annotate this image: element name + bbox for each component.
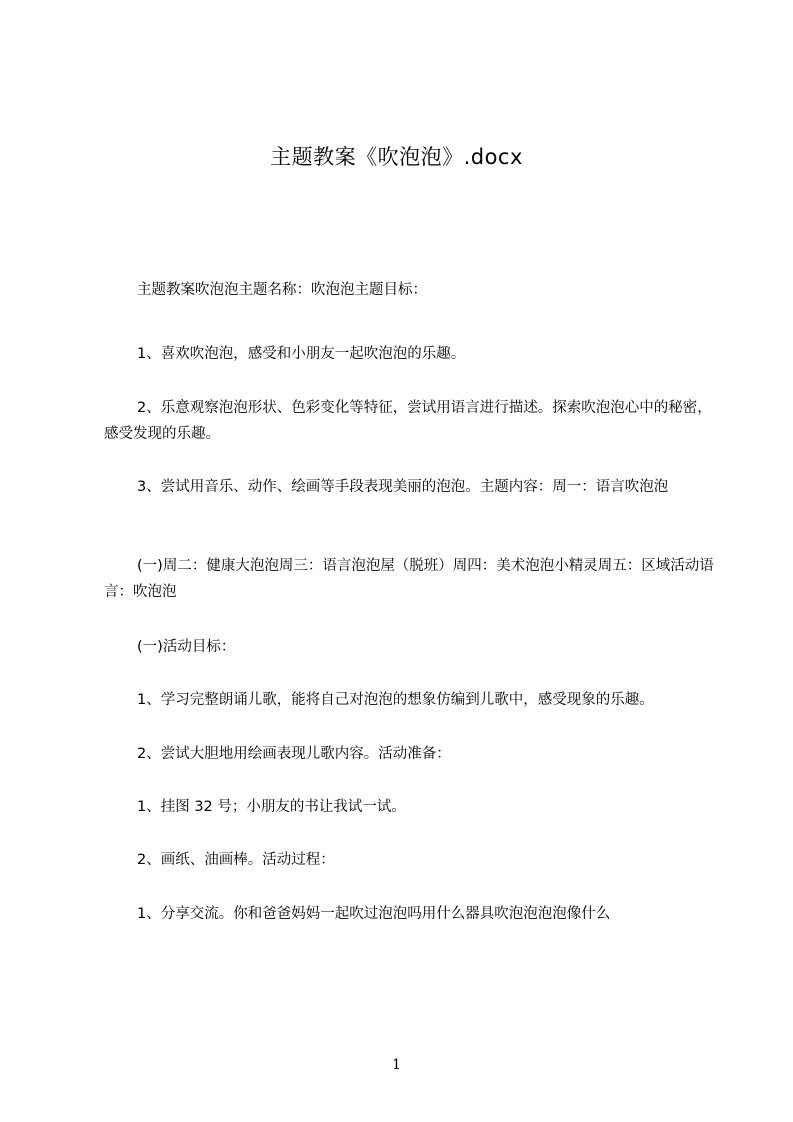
paragraph-activity-goal-2: 2、尝试大胆地用绘画表现儿歌内容。活动准备： — [137, 746, 451, 762]
paragraph-activity-goal-1: 1、学习完整朗诵儿歌，能将自己对泡泡的想象仿编到儿歌中，感受现象的乐趣。 — [137, 692, 654, 708]
paragraph-goal-3: 3、尝试用音乐、动作、绘画等手段表现美丽的泡泡。主题内容：周一：语言吹泡泡 — [137, 479, 669, 495]
paragraph-process-1: 1、分享交流。你和爸爸妈妈一起吹过泡泡吗用什么器具吹泡泡泡泡像什么 — [137, 906, 611, 922]
paragraph-goal-2: 2、乐意观察泡泡形状、色彩变化等特征，尝试用语言进行描述。探索吹泡泡心中的秘密，感受发现的乐趣。 — [104, 400, 712, 442]
paragraph-preparation-2: 2、画纸、油画棒。活动过程： — [137, 852, 335, 868]
paragraph-goal-1: 1、喜欢吹泡泡，感受和小朋友一起吹泡泡的乐趣。 — [137, 346, 466, 362]
paragraph-weekly-content: (一)周二：健康大泡泡周三：语言泡泡屋（脱班）周四：美术泡泡小精灵周五：区域活动语言：吹泡泡 — [104, 558, 714, 600]
page-number: 1 — [392, 1057, 401, 1073]
paragraph-theme-name: 主题教案吹泡泡主题名称：吹泡泡主题目标： — [137, 282, 427, 298]
document-title: 主题教案《吹泡泡》.docx — [270, 145, 523, 169]
paragraph-preparation-1: 1、挂图 32 号；小朋友的书让我试一试。 — [137, 799, 406, 815]
paragraph-activity-goals-heading: (一)活动目标： — [137, 639, 236, 655]
